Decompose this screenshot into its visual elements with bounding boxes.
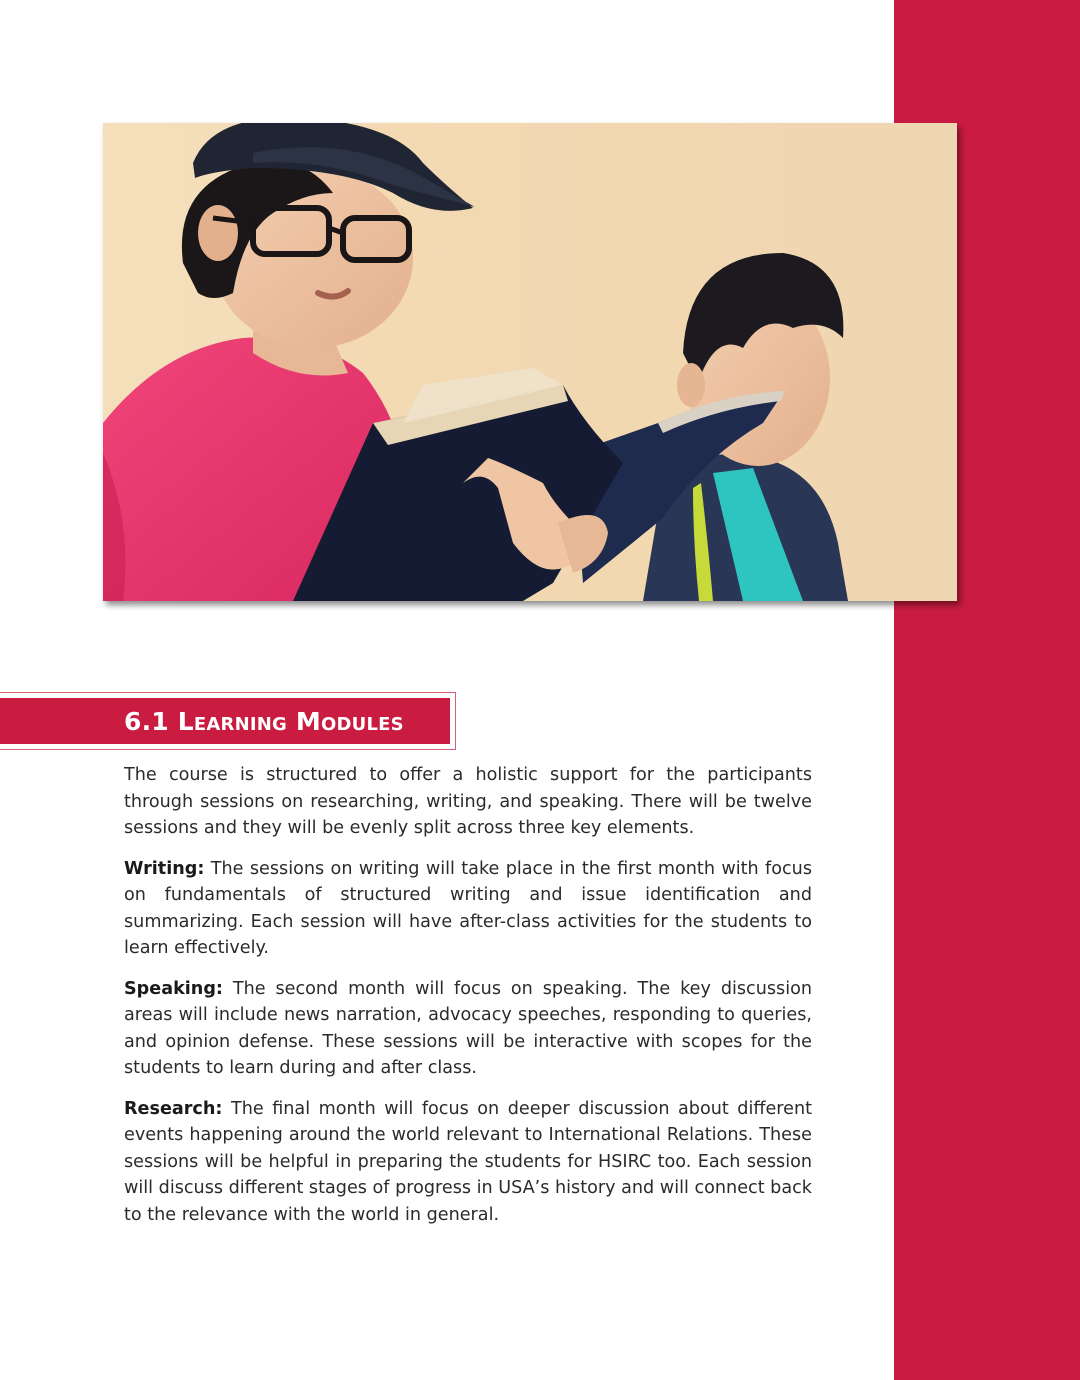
students-reading-photo [103, 123, 957, 601]
research-paragraph [124, 1096, 812, 1229]
research-text: The final month will focus on deeper discussion about different events happening around the world relevant to International Relations. These sessions will be helpful in preparing the students for HSIRC too. Each session will discuss different stages of progress in USA’s history and will connect back to the relevance with the world in general. [124, 1098, 812, 1225]
writing-text: The sessions on writing will take place in the first month with focus on fundamentals of structured writing and issue identification and summarizing. Each session will have after-class activities for the students to learn effectively. [124, 858, 812, 958]
writing-term: Writing: [124, 858, 205, 879]
intro-paragraph: The course is structured to offer a holistic support for the participants through sessions on researching, writing, and speaking. There will be twelve sessions and they will be evenly split across three key elements. [124, 765, 812, 838]
speaking-term: Speaking: [124, 978, 223, 999]
speaking-text: The second month will focus on speaking. The key discussion areas will include news narration, advocacy speeches, responding to queries, and opinion defense. These sessions will be interactive with scopes for the students to learn during and after class. [124, 978, 812, 1078]
writing-paragraph [124, 856, 812, 962]
section-body [124, 762, 812, 1242]
section-heading: 6.1 Learning Modules [124, 707, 404, 736]
speaking-paragraph [124, 976, 812, 1082]
research-term: Research: [124, 1098, 223, 1119]
